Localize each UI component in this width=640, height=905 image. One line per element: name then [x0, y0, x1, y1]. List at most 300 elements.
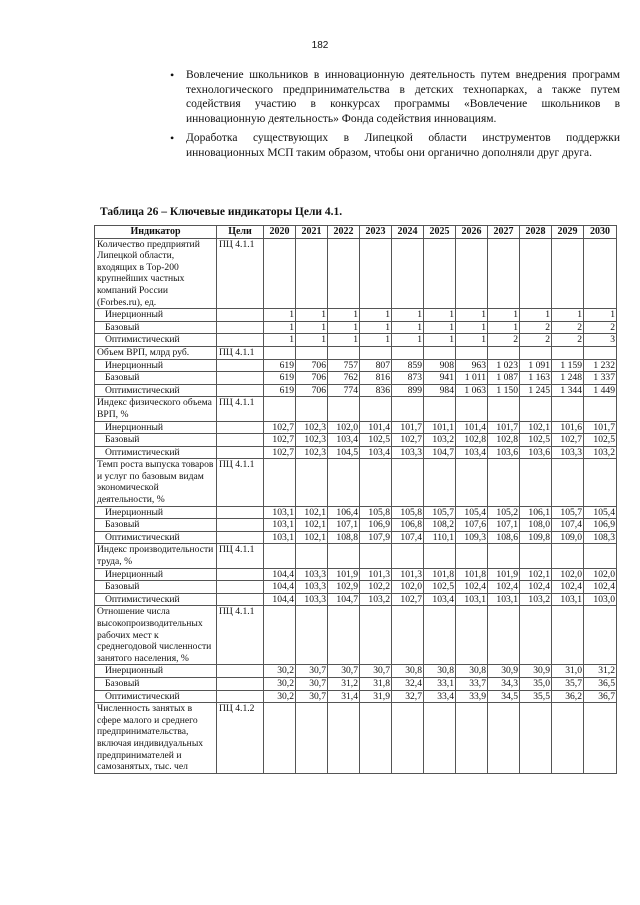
- header-year: 2023: [360, 226, 392, 239]
- scenario-row: [95, 446, 617, 459]
- value-cell: 33,9: [456, 690, 488, 703]
- empty-cell: [328, 238, 360, 309]
- value-cell: 102,5: [584, 434, 617, 447]
- value-cell: 103,2: [360, 593, 392, 606]
- empty-cell: [488, 606, 520, 665]
- value-cell: 2: [520, 321, 552, 334]
- value-cell: 1: [424, 334, 456, 347]
- value-cell: 1: [264, 321, 296, 334]
- value-cell: 836: [360, 384, 392, 397]
- value-cell: 102,5: [360, 434, 392, 447]
- value-cell: 31,8: [360, 677, 392, 690]
- header-year: 2026: [456, 226, 488, 239]
- value-cell: 30,7: [328, 665, 360, 678]
- empty-cell: [328, 459, 360, 506]
- value-cell: 31,9: [360, 690, 392, 703]
- empty-cell: [217, 384, 264, 397]
- value-cell: 101,7: [584, 421, 617, 434]
- header-goal: Цели: [217, 226, 264, 239]
- value-cell: 101,4: [360, 421, 392, 434]
- empty-cell: [392, 459, 424, 506]
- value-cell: 30,9: [488, 665, 520, 678]
- header-year: 2024: [392, 226, 424, 239]
- value-cell: 1: [456, 309, 488, 322]
- value-cell: 102,7: [264, 446, 296, 459]
- value-cell: 2: [520, 334, 552, 347]
- empty-cell: [488, 397, 520, 421]
- value-cell: 2: [552, 334, 584, 347]
- value-cell: 1 344: [552, 384, 584, 397]
- empty-cell: [584, 346, 617, 359]
- value-cell: 1: [488, 321, 520, 334]
- value-cell: 30,2: [264, 665, 296, 678]
- empty-cell: [456, 238, 488, 309]
- scenario-row: [95, 568, 617, 581]
- empty-cell: [392, 544, 424, 568]
- value-cell: 105,4: [584, 506, 617, 519]
- value-cell: 103,2: [424, 434, 456, 447]
- empty-cell: [424, 544, 456, 568]
- bullet-text: Вовлечение школьников в инновационную деятельность путем внедрения программ технологического предпринимательства в детских технопарках, а также путем содействия участию в конкурсах программы «Вовлечение школьников в инновационную деятельность» Фонда содействия инновациям.: [186, 69, 620, 125]
- empty-cell: [552, 703, 584, 774]
- indicator-name: Индекс физического объема ВРП, %: [95, 397, 217, 421]
- empty-cell: [424, 238, 456, 309]
- scenario-name: Базовый: [95, 519, 217, 532]
- scenario-name: Оптимистический: [95, 334, 217, 347]
- scenario-name: Базовый: [95, 581, 217, 594]
- value-cell: 108,8: [328, 531, 360, 544]
- empty-cell: [296, 544, 328, 568]
- empty-cell: [520, 397, 552, 421]
- empty-cell: [456, 346, 488, 359]
- value-cell: 106,9: [360, 519, 392, 532]
- value-cell: 108,2: [424, 519, 456, 532]
- scenario-row: [95, 581, 617, 594]
- value-cell: 32,4: [392, 677, 424, 690]
- empty-cell: [217, 531, 264, 544]
- indicator-name: Отношение числа высокопроизводительных рабочих мест к среднегодовой численности занятого населения, %: [95, 606, 217, 665]
- value-cell: 107,1: [328, 519, 360, 532]
- value-cell: 1 232: [584, 359, 617, 372]
- value-cell: 1: [360, 309, 392, 322]
- value-cell: 102,1: [296, 506, 328, 519]
- empty-cell: [424, 459, 456, 506]
- empty-cell: [217, 690, 264, 703]
- empty-cell: [488, 346, 520, 359]
- value-cell: 1 449: [584, 384, 617, 397]
- value-cell: 102,2: [360, 581, 392, 594]
- value-cell: 102,3: [296, 446, 328, 459]
- value-cell: 36,5: [584, 677, 617, 690]
- value-cell: 101,7: [488, 421, 520, 434]
- scenario-name: Базовый: [95, 321, 217, 334]
- scenario-name: Оптимистический: [95, 593, 217, 606]
- value-cell: 105,8: [360, 506, 392, 519]
- value-cell: 963: [456, 359, 488, 372]
- value-cell: 102,4: [552, 581, 584, 594]
- value-cell: 108,6: [488, 531, 520, 544]
- header-year: 2028: [520, 226, 552, 239]
- value-cell: 103,0: [584, 593, 617, 606]
- value-cell: 30,7: [296, 690, 328, 703]
- indicator-row: [95, 544, 617, 568]
- value-cell: 1: [296, 334, 328, 347]
- value-cell: 101,1: [424, 421, 456, 434]
- empty-cell: [217, 334, 264, 347]
- value-cell: 103,1: [552, 593, 584, 606]
- empty-cell: [217, 665, 264, 678]
- empty-cell: [520, 346, 552, 359]
- value-cell: 1: [456, 334, 488, 347]
- scenario-name: Базовый: [95, 372, 217, 385]
- value-cell: 105,2: [488, 506, 520, 519]
- value-cell: 859: [392, 359, 424, 372]
- empty-cell: [328, 703, 360, 774]
- value-cell: 35,7: [552, 677, 584, 690]
- empty-cell: [584, 703, 617, 774]
- value-cell: 103,2: [584, 446, 617, 459]
- value-cell: 807: [360, 359, 392, 372]
- value-cell: 1: [424, 321, 456, 334]
- value-cell: 816: [360, 372, 392, 385]
- empty-cell: [552, 397, 584, 421]
- value-cell: 3: [584, 334, 617, 347]
- value-cell: 1 023: [488, 359, 520, 372]
- empty-cell: [360, 238, 392, 309]
- indicator-row: [95, 703, 617, 774]
- value-cell: 36,2: [552, 690, 584, 703]
- value-cell: 107,4: [552, 519, 584, 532]
- empty-cell: [264, 703, 296, 774]
- empty-cell: [264, 606, 296, 665]
- header-year: 2025: [424, 226, 456, 239]
- scenario-row: [95, 309, 617, 322]
- empty-cell: [296, 397, 328, 421]
- empty-cell: [584, 606, 617, 665]
- value-cell: 104,5: [328, 446, 360, 459]
- indicator-goal: ПЦ 4.1.1: [217, 346, 264, 359]
- empty-cell: [217, 434, 264, 447]
- value-cell: 103,3: [296, 581, 328, 594]
- header-year: 2030: [584, 226, 617, 239]
- empty-cell: [217, 593, 264, 606]
- value-cell: 30,9: [520, 665, 552, 678]
- scenario-name: Инерционный: [95, 359, 217, 372]
- value-cell: 102,4: [488, 581, 520, 594]
- value-cell: 103,4: [328, 434, 360, 447]
- value-cell: 30,7: [296, 665, 328, 678]
- value-cell: 102,5: [424, 581, 456, 594]
- value-cell: 33,7: [456, 677, 488, 690]
- empty-cell: [520, 544, 552, 568]
- value-cell: 32,7: [392, 690, 424, 703]
- empty-cell: [584, 397, 617, 421]
- header-year: 2022: [328, 226, 360, 239]
- empty-cell: [296, 346, 328, 359]
- scenario-name: Инерционный: [95, 568, 217, 581]
- empty-cell: [488, 459, 520, 506]
- indicator-row: [95, 238, 617, 309]
- value-cell: 101,7: [392, 421, 424, 434]
- value-cell: 109,0: [552, 531, 584, 544]
- page-number: 182: [311, 40, 329, 51]
- value-cell: 1: [552, 309, 584, 322]
- value-cell: 102,7: [264, 421, 296, 434]
- indicator-name: Объем ВРП, млрд руб.: [95, 346, 217, 359]
- value-cell: 619: [264, 384, 296, 397]
- value-cell: 619: [264, 372, 296, 385]
- indicator-row: [95, 459, 617, 506]
- empty-cell: [520, 606, 552, 665]
- value-cell: 102,7: [264, 434, 296, 447]
- value-cell: 102,4: [584, 581, 617, 594]
- header-year: 2029: [552, 226, 584, 239]
- value-cell: 106,9: [584, 519, 617, 532]
- value-cell: 908: [424, 359, 456, 372]
- value-cell: 1: [328, 321, 360, 334]
- empty-cell: [217, 321, 264, 334]
- value-cell: 102,1: [520, 568, 552, 581]
- value-cell: 984: [424, 384, 456, 397]
- table-caption: Таблица 26 – Ключевые индикаторы Цели 4.1.: [100, 206, 343, 218]
- value-cell: 30,7: [360, 665, 392, 678]
- scenario-row: [95, 321, 617, 334]
- value-cell: 102,7: [552, 434, 584, 447]
- value-cell: 1: [392, 309, 424, 322]
- table-body: [95, 238, 617, 773]
- empty-cell: [552, 459, 584, 506]
- scenario-row: [95, 690, 617, 703]
- value-cell: 103,3: [296, 568, 328, 581]
- empty-cell: [456, 703, 488, 774]
- empty-cell: [520, 459, 552, 506]
- scenario-row: [95, 665, 617, 678]
- empty-cell: [552, 346, 584, 359]
- value-cell: 102,0: [328, 421, 360, 434]
- value-cell: 774: [328, 384, 360, 397]
- indicator-goal: ПЦ 4.1.2: [217, 703, 264, 774]
- value-cell: 102,7: [392, 593, 424, 606]
- value-cell: 1: [584, 309, 617, 322]
- bullet-list: [172, 68, 620, 165]
- empty-cell: [584, 544, 617, 568]
- value-cell: 107,6: [456, 519, 488, 532]
- value-cell: 1 091: [520, 359, 552, 372]
- value-cell: 1: [328, 309, 360, 322]
- empty-cell: [217, 519, 264, 532]
- value-cell: 1: [520, 309, 552, 322]
- indicator-goal: ПЦ 4.1.1: [217, 606, 264, 665]
- value-cell: 102,1: [520, 421, 552, 434]
- value-cell: 2: [552, 321, 584, 334]
- value-cell: 101,8: [424, 568, 456, 581]
- scenario-name: Оптимистический: [95, 446, 217, 459]
- value-cell: 106,4: [328, 506, 360, 519]
- value-cell: 1: [264, 309, 296, 322]
- value-cell: 102,0: [552, 568, 584, 581]
- empty-cell: [360, 459, 392, 506]
- empty-cell: [392, 606, 424, 665]
- empty-cell: [584, 238, 617, 309]
- empty-cell: [217, 372, 264, 385]
- value-cell: 1: [360, 334, 392, 347]
- value-cell: 102,8: [488, 434, 520, 447]
- bullet-item: [172, 68, 620, 126]
- indicators-table: [94, 225, 617, 774]
- indicator-name: Количество предприятий Липецкой области, входящих в Top-200 крупнейших частных компаний России (Forbes.ru), ед.: [95, 238, 217, 309]
- value-cell: 106,8: [392, 519, 424, 532]
- indicator-name: Численность занятых в сфере малого и среднего предпринимательства, включая индивидуальных предпринимателей и самозанятых, тыс. чел: [95, 703, 217, 774]
- empty-cell: [328, 606, 360, 665]
- indicator-row: [95, 397, 617, 421]
- scenario-name: Базовый: [95, 434, 217, 447]
- empty-cell: [296, 606, 328, 665]
- value-cell: 941: [424, 372, 456, 385]
- value-cell: 109,3: [456, 531, 488, 544]
- value-cell: 102,4: [520, 581, 552, 594]
- value-cell: 102,3: [296, 421, 328, 434]
- bullet-icon: •: [170, 68, 175, 82]
- empty-cell: [360, 544, 392, 568]
- empty-cell: [584, 459, 617, 506]
- value-cell: 105,7: [424, 506, 456, 519]
- value-cell: 1: [328, 334, 360, 347]
- value-cell: 35,0: [520, 677, 552, 690]
- value-cell: 102,0: [584, 568, 617, 581]
- header-year: 2021: [296, 226, 328, 239]
- value-cell: 102,7: [392, 434, 424, 447]
- value-cell: 706: [296, 372, 328, 385]
- value-cell: 1: [488, 309, 520, 322]
- bullet-item: [172, 131, 620, 160]
- empty-cell: [520, 703, 552, 774]
- value-cell: 101,4: [456, 421, 488, 434]
- value-cell: 31,0: [552, 665, 584, 678]
- indicator-goal: ПЦ 4.1.1: [217, 397, 264, 421]
- indicator-goal: ПЦ 4.1.1: [217, 459, 264, 506]
- value-cell: 33,1: [424, 677, 456, 690]
- empty-cell: [392, 397, 424, 421]
- empty-cell: [217, 421, 264, 434]
- empty-cell: [264, 238, 296, 309]
- empty-cell: [424, 703, 456, 774]
- value-cell: 105,4: [456, 506, 488, 519]
- table-header-row: [95, 226, 617, 239]
- empty-cell: [552, 544, 584, 568]
- value-cell: 1: [296, 309, 328, 322]
- empty-cell: [217, 581, 264, 594]
- value-cell: 1: [392, 334, 424, 347]
- value-cell: 103,1: [264, 531, 296, 544]
- value-cell: 103,2: [520, 593, 552, 606]
- bullet-text: Доработка существующих в Липецкой области инструментов поддержки инновационных МСП таким образом, чтобы они органично дополняли друг друга.: [186, 132, 620, 159]
- value-cell: 103,4: [424, 593, 456, 606]
- indicator-goal: ПЦ 4.1.1: [217, 238, 264, 309]
- empty-cell: [217, 309, 264, 322]
- value-cell: 108,0: [520, 519, 552, 532]
- value-cell: 1: [424, 309, 456, 322]
- empty-cell: [360, 397, 392, 421]
- value-cell: 1: [264, 334, 296, 347]
- value-cell: 102,4: [456, 581, 488, 594]
- indicator-name: Темп роста выпуска товаров и услуг по базовым видам экономической деятельности, %: [95, 459, 217, 506]
- value-cell: 36,7: [584, 690, 617, 703]
- empty-cell: [424, 346, 456, 359]
- value-cell: 103,3: [296, 593, 328, 606]
- value-cell: 109,8: [520, 531, 552, 544]
- empty-cell: [360, 703, 392, 774]
- value-cell: 34,5: [488, 690, 520, 703]
- empty-cell: [264, 544, 296, 568]
- value-cell: 107,9: [360, 531, 392, 544]
- value-cell: 102,1: [296, 531, 328, 544]
- value-cell: 706: [296, 359, 328, 372]
- value-cell: 107,1: [488, 519, 520, 532]
- value-cell: 102,8: [456, 434, 488, 447]
- value-cell: 1 248: [552, 372, 584, 385]
- scenario-name: Инерционный: [95, 506, 217, 519]
- value-cell: 1: [360, 321, 392, 334]
- value-cell: 106,1: [520, 506, 552, 519]
- value-cell: 103,4: [456, 446, 488, 459]
- value-cell: 30,2: [264, 690, 296, 703]
- value-cell: 35,5: [520, 690, 552, 703]
- empty-cell: [296, 459, 328, 506]
- value-cell: 619: [264, 359, 296, 372]
- scenario-name: Инерционный: [95, 665, 217, 678]
- value-cell: 101,3: [360, 568, 392, 581]
- empty-cell: [552, 606, 584, 665]
- value-cell: 873: [392, 372, 424, 385]
- empty-cell: [217, 677, 264, 690]
- indicator-goal: ПЦ 4.1.1: [217, 544, 264, 568]
- empty-cell: [552, 238, 584, 309]
- value-cell: 30,2: [264, 677, 296, 690]
- empty-cell: [456, 459, 488, 506]
- value-cell: 104,7: [328, 593, 360, 606]
- empty-cell: [296, 238, 328, 309]
- scenario-row: [95, 384, 617, 397]
- indicator-row: [95, 606, 617, 665]
- empty-cell: [360, 606, 392, 665]
- empty-cell: [488, 544, 520, 568]
- value-cell: 104,7: [424, 446, 456, 459]
- value-cell: 1 159: [552, 359, 584, 372]
- value-cell: 2: [488, 334, 520, 347]
- scenario-name: Инерционный: [95, 421, 217, 434]
- scenario-row: [95, 421, 617, 434]
- value-cell: 102,3: [296, 434, 328, 447]
- bullet-icon: •: [170, 131, 175, 145]
- value-cell: 110,1: [424, 531, 456, 544]
- scenario-name: Базовый: [95, 677, 217, 690]
- scenario-name: Оптимистический: [95, 690, 217, 703]
- value-cell: 102,0: [392, 581, 424, 594]
- value-cell: 108,3: [584, 531, 617, 544]
- empty-cell: [488, 238, 520, 309]
- scenario-row: [95, 334, 617, 347]
- scenario-name: Инерционный: [95, 309, 217, 322]
- empty-cell: [424, 397, 456, 421]
- value-cell: 33,4: [424, 690, 456, 703]
- value-cell: 104,4: [264, 568, 296, 581]
- scenario-row: [95, 677, 617, 690]
- value-cell: 2: [584, 321, 617, 334]
- empty-cell: [392, 703, 424, 774]
- empty-cell: [264, 346, 296, 359]
- empty-cell: [456, 606, 488, 665]
- value-cell: 104,4: [264, 581, 296, 594]
